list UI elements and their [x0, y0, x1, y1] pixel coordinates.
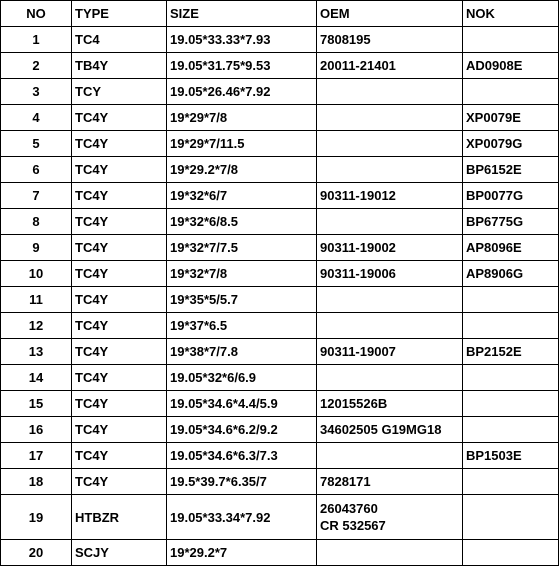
cell-size: 19.05*33.34*7.92: [167, 495, 317, 540]
cell-no: 10: [1, 261, 72, 287]
cell-type: HTBZR: [72, 495, 167, 540]
cell-oem: [317, 209, 463, 235]
cell-type: TC4Y: [72, 261, 167, 287]
cell-size: 19.05*31.75*9.53: [167, 53, 317, 79]
cell-size: 19*29.2*7: [167, 540, 317, 566]
oem-line: 7828171: [320, 474, 371, 489]
cell-oem: [317, 261, 463, 287]
cell-size: 19*37*6.5: [167, 313, 317, 339]
cell-type: TC4: [72, 27, 167, 53]
cell-type: TC4Y: [72, 443, 167, 469]
oem-line: CR 532567: [320, 518, 386, 533]
oem-line: 7808195: [320, 32, 371, 47]
cell-size: 19.05*32*6/6.9: [167, 365, 317, 391]
cell-type: TC4Y: [72, 391, 167, 417]
cell-no: 6: [1, 157, 72, 183]
cell-no: 16: [1, 417, 72, 443]
oem-line: 90311-19002: [320, 240, 396, 255]
cell-type: TC4Y: [72, 313, 167, 339]
oem-line: 90311-19007: [320, 344, 396, 359]
table-row: [1, 469, 559, 495]
table-row: [1, 495, 559, 540]
cell-size: 19*29.2*7/8: [167, 157, 317, 183]
cell-oem: [317, 53, 463, 79]
oem-line: 20011-21401: [320, 58, 396, 73]
cell-oem: [317, 540, 463, 566]
cell-no: 3: [1, 79, 72, 105]
table-row: [1, 183, 559, 209]
cell-nok: BP0077G: [463, 183, 559, 209]
table-body: [1, 27, 559, 566]
cell-oem: [317, 417, 463, 443]
cell-nok: [463, 495, 559, 540]
cell-oem: [317, 495, 463, 540]
table-row: [1, 313, 559, 339]
cell-nok: XP0079G: [463, 131, 559, 157]
cell-oem: [317, 391, 463, 417]
cell-nok: XP0079E: [463, 105, 559, 131]
header-oem: OEM: [317, 1, 463, 27]
cell-no: 1: [1, 27, 72, 53]
table-row: [1, 287, 559, 313]
oem-line: 26043760: [320, 501, 378, 516]
cell-no: 5: [1, 131, 72, 157]
cell-type: TC4Y: [72, 287, 167, 313]
cell-nok: [463, 417, 559, 443]
cell-no: 19: [1, 495, 72, 540]
cell-type: TB4Y: [72, 53, 167, 79]
oem-line: 34602505 G19MG18: [320, 422, 442, 437]
cell-no: 9: [1, 235, 72, 261]
cell-size: 19.05*34.6*6.3/7.3: [167, 443, 317, 469]
cell-oem: [317, 339, 463, 365]
table-row: [1, 53, 559, 79]
cell-type: TC4Y: [72, 209, 167, 235]
cell-type: TC4Y: [72, 469, 167, 495]
cell-nok: AD0908E: [463, 53, 559, 79]
cell-size: 19*29*7/11.5: [167, 131, 317, 157]
cell-size: 19*38*7/7.8: [167, 339, 317, 365]
cell-type: TC4Y: [72, 417, 167, 443]
cell-no: 8: [1, 209, 72, 235]
cell-type: TC4Y: [72, 105, 167, 131]
cell-type: TCY: [72, 79, 167, 105]
cell-size: 19*32*7/8: [167, 261, 317, 287]
cell-no: 14: [1, 365, 72, 391]
cell-nok: [463, 79, 559, 105]
cell-oem: [317, 183, 463, 209]
cell-nok: [463, 313, 559, 339]
cell-no: 2: [1, 53, 72, 79]
cell-size: 19.5*39.7*6.35/7: [167, 469, 317, 495]
cell-type: TC4Y: [72, 365, 167, 391]
header-row: [1, 1, 559, 27]
table-row: [1, 417, 559, 443]
cell-nok: [463, 365, 559, 391]
cell-size: 19*32*6/8.5: [167, 209, 317, 235]
cell-oem: [317, 365, 463, 391]
cell-no: 20: [1, 540, 72, 566]
table-row: [1, 235, 559, 261]
cell-nok: [463, 27, 559, 53]
table-row: [1, 443, 559, 469]
table-row: [1, 131, 559, 157]
table-row: [1, 157, 559, 183]
cell-type: TC4Y: [72, 183, 167, 209]
cell-nok: AP8096E: [463, 235, 559, 261]
cell-no: 4: [1, 105, 72, 131]
cell-type: SCJY: [72, 540, 167, 566]
cell-type: TC4Y: [72, 339, 167, 365]
cell-size: 19.05*34.6*4.4/5.9: [167, 391, 317, 417]
oem-line: 12015526B: [320, 396, 388, 411]
cell-size: 19.05*34.6*6.2/9.2: [167, 417, 317, 443]
cell-no: 18: [1, 469, 72, 495]
cell-oem: [317, 79, 463, 105]
cell-no: 12: [1, 313, 72, 339]
header-nok: NOK: [463, 1, 559, 27]
cell-oem: [317, 131, 463, 157]
cell-oem: [317, 157, 463, 183]
cell-nok: [463, 469, 559, 495]
cell-no: 7: [1, 183, 72, 209]
cell-oem: [317, 313, 463, 339]
cell-size: 19*32*6/7: [167, 183, 317, 209]
table-row: [1, 540, 559, 566]
cell-nok: BP2152E: [463, 339, 559, 365]
cell-nok: BP1503E: [463, 443, 559, 469]
header-no: NO: [1, 1, 72, 27]
cell-oem: [317, 469, 463, 495]
cell-size: 19*29*7/8: [167, 105, 317, 131]
cell-type: TC4Y: [72, 157, 167, 183]
table-row: [1, 79, 559, 105]
cell-oem: [317, 287, 463, 313]
cell-type: TC4Y: [72, 235, 167, 261]
cell-nok: [463, 391, 559, 417]
cell-nok: AP8906G: [463, 261, 559, 287]
table-row: [1, 391, 559, 417]
header-type: TYPE: [72, 1, 167, 27]
cell-nok: [463, 540, 559, 566]
cell-oem: [317, 235, 463, 261]
oem-line: 90311-19012: [320, 188, 396, 203]
table-row: [1, 261, 559, 287]
table-row: [1, 105, 559, 131]
cell-size: 19.05*33.33*7.93: [167, 27, 317, 53]
table-row: [1, 209, 559, 235]
table-row: [1, 27, 559, 53]
cell-nok: [463, 287, 559, 313]
cell-no: 17: [1, 443, 72, 469]
cell-size: 19*32*7/7.5: [167, 235, 317, 261]
cell-oem: [317, 105, 463, 131]
cell-no: 11: [1, 287, 72, 313]
cell-size: 19*35*5/5.7: [167, 287, 317, 313]
cell-size: 19.05*26.46*7.92: [167, 79, 317, 105]
oem-line: 90311-19006: [320, 266, 396, 281]
cell-oem: [317, 27, 463, 53]
cell-nok: BP6775G: [463, 209, 559, 235]
cell-no: 15: [1, 391, 72, 417]
header-size: SIZE: [167, 1, 317, 27]
table-row: [1, 365, 559, 391]
cell-oem: [317, 443, 463, 469]
cell-type: TC4Y: [72, 131, 167, 157]
cell-no: 13: [1, 339, 72, 365]
table-row: [1, 339, 559, 365]
cell-nok: BP6152E: [463, 157, 559, 183]
